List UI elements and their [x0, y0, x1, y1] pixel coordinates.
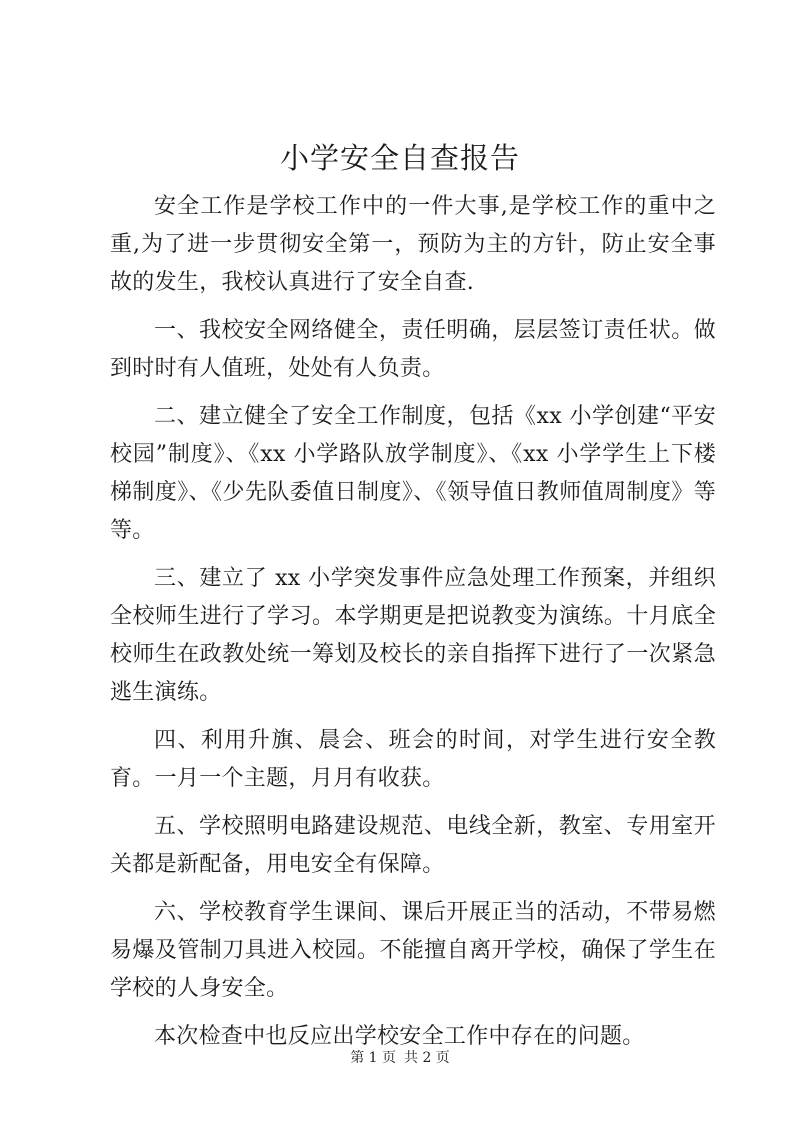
paragraph-item-2: 二、建立健全了安全工作制度，包括《xx 小学创建“平安校园”制度》、《xx 小学路队放学制度》、《xx 小学学生上下楼梯制度》、《少先队委值日制度》、《领导值日教师值周制度》等等。	[110, 404, 716, 543]
paragraph-item-6: 六、学校教育学生课间、课后开展正当的活动，不带易燃易爆及管制刀具进入校园。不能擅自离开学校，确保了学生在学校的人身安全。	[110, 900, 716, 1001]
document-title: 小学安全自查报告	[279, 141, 520, 175]
paragraph-item-3: 三、建立了 xx 小学突发事件应急处理工作预案，并组织全校师生进行了学习。本学期更是把说教变为演练。十月底全校师生在政教处统一筹划及校长的亲自指挥下进行了一次紧急逃生演练。	[110, 566, 716, 705]
paragraph-item-1: 一、我校安全网络健全，责任明确，层层签订责任状。做到时时有人值班，处处有人负责。	[110, 318, 716, 381]
page-number: 第 1 页	[350, 1050, 396, 1066]
paragraph-item-5: 五、学校照明电路建设规范、电线全新，教室、专用室开关都是新配备，用电安全有保障。	[110, 814, 716, 877]
paragraph-conclusion: 本次检查中也反应出学校安全工作中存在的问题。	[154, 1024, 645, 1049]
page-footer	[0, 1048, 800, 1068]
paragraph-intro: 安全工作是学校工作中的一件大事,是学校工作的重中之重,为了进一步贯彻安全第一，预防为主的方针，防止安全事故的发生，我校认真进行了安全自查.	[110, 194, 716, 295]
paragraph-item-4: 四、利用升旗、晨会、班会的时间，对学生进行安全教育。一月一个主题，月月有收获。	[110, 728, 716, 791]
document-body	[110, 188, 716, 1066]
page-total: 共 2 页	[404, 1050, 450, 1066]
